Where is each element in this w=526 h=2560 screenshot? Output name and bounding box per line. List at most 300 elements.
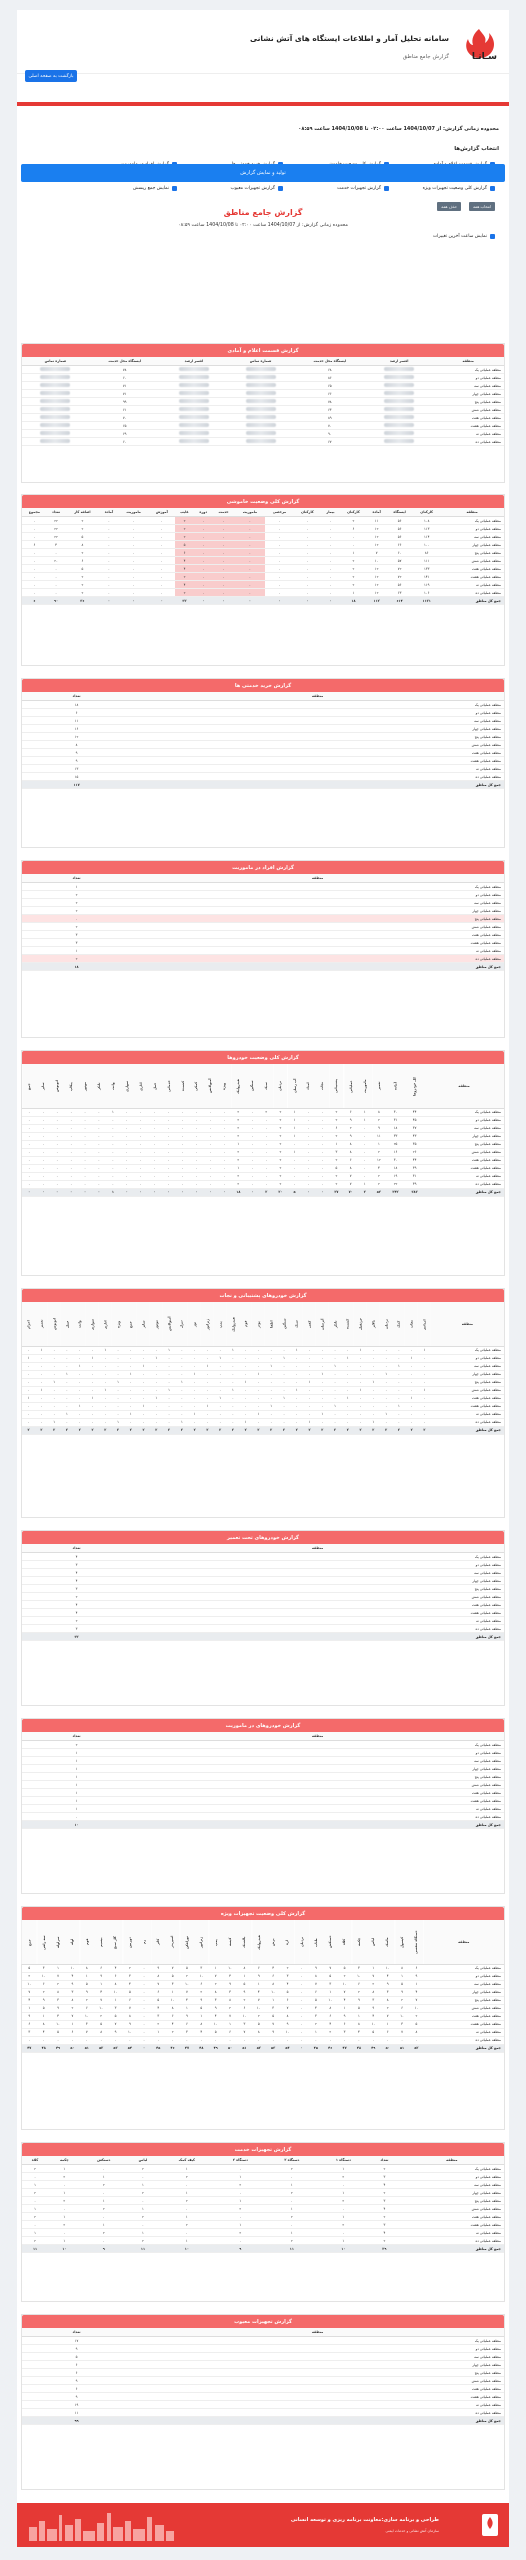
table-cell: ۷ (165, 1964, 179, 1972)
table-cell: ۵ (151, 1996, 165, 2004)
region-name-cell: جمع کل مناطق (131, 1821, 504, 1829)
table-cell: ۰ (149, 557, 175, 565)
table-cell: ۰ (176, 1116, 190, 1124)
table-cell: ۰ (214, 1418, 227, 1426)
app-header (17, 10, 509, 74)
table-cell: ۰ (162, 1180, 176, 1188)
table-cell: ۵ (37, 2004, 51, 2012)
table-cell: ۲ (151, 2020, 165, 2028)
table-cell: ۰ (245, 1188, 259, 1196)
table-cell: ۰ (203, 1156, 217, 1164)
col-header: امدادی (418, 1302, 431, 1346)
table-cell: ۱ (22, 2004, 37, 2012)
table-cell: ۰ (214, 1378, 227, 1386)
table-cell: ۲ (372, 1148, 386, 1156)
table-cell: ۰ (22, 1124, 36, 1132)
col-header: اداری (99, 1302, 112, 1346)
table-cell: ۰ (321, 581, 340, 589)
table-cell: ۰ (92, 1116, 106, 1124)
checkbox-row[interactable] (423, 186, 495, 191)
table-cell: ۷ (237, 2028, 251, 2036)
table-body (22, 1741, 504, 1829)
table-cell: ۵ (51, 2028, 65, 2036)
table-cell: ۰ (150, 1402, 163, 1410)
checkbox-row[interactable] (231, 186, 283, 191)
table-cell: ۴۳ (405, 1132, 424, 1140)
table-cell: ۲ (340, 565, 367, 573)
table-cell: ۴۷ (337, 2044, 351, 2052)
table-cell: ۲ (65, 573, 99, 581)
table-cell: ۰ (235, 557, 265, 565)
table-cell: ۰ (134, 1124, 148, 1132)
col-header: کمکی (189, 1064, 203, 1108)
table-cell: ۹ (223, 1980, 237, 1988)
table-cell: ۷ (209, 1972, 223, 1980)
table-cell: ۱ (318, 2165, 370, 2173)
table-cell: ۶۰ (386, 549, 413, 557)
table-cell: ۲ (309, 2020, 323, 2028)
table-cell (366, 382, 433, 390)
table-cell: ۰ (252, 1346, 265, 1354)
table-cell: ۰ (92, 1140, 106, 1148)
table-cell: ۲ (22, 2237, 48, 2245)
table-cell (227, 438, 294, 446)
table-cell (22, 374, 89, 382)
table-row (22, 1172, 504, 1180)
table-cell: ۳ (358, 1188, 372, 1196)
table-cell: ۴۴ (405, 1156, 424, 1164)
region-name-cell: منطقه عملیاتی ده (424, 2036, 504, 2044)
table-cell: ۰ (118, 573, 148, 581)
table-cell: ۲ (188, 1426, 201, 1434)
table-cell: ۰ (22, 2221, 48, 2229)
col-header: کمک (392, 1302, 405, 1346)
table-cell: ۰ (239, 1354, 252, 1362)
table-cell: ۶ (323, 2012, 337, 2020)
table-cell: ۱۰۸ (413, 517, 440, 525)
region-name-cell: منطقه عملیاتی هشت (131, 2393, 504, 2401)
region-name-cell: منطقه عملیاتی سه (131, 1569, 504, 1577)
table-cell: ۰ (212, 557, 234, 565)
table-cell (161, 406, 228, 414)
table-cell: ۰ (163, 1402, 176, 1410)
table-cell: ۱۹ (386, 1172, 405, 1180)
table-cell: ۰ (290, 1370, 303, 1378)
table-cell: ۹ (395, 1988, 409, 1996)
table-header-row (22, 692, 504, 701)
table-cell: ۲ (380, 2004, 394, 2012)
table-cell: ۱۸ (340, 597, 367, 605)
table-cell: ۲ (329, 1132, 343, 1140)
table-cell: ۱ (22, 1797, 131, 1805)
table-cell: ۰ (392, 1410, 405, 1418)
table-cell: ۶۱ (89, 406, 161, 414)
table-body (22, 1553, 504, 1641)
table-cell: ۰ (201, 1386, 214, 1394)
table-cell: ۴۶ (165, 2044, 179, 2052)
generate-report-button[interactable]: تولید و نمایش گزارش (21, 164, 505, 182)
table-cell: ۱ (252, 1410, 265, 1418)
table-cell: ۱ (380, 1370, 393, 1378)
table-cell (161, 398, 228, 406)
region-name-cell: منطقه عملیاتی پنج (131, 915, 504, 923)
table-cell: ۵ (22, 1964, 37, 1972)
table-cell: ۱ (237, 1972, 251, 1980)
table-row (22, 757, 504, 765)
table-row (22, 1124, 504, 1132)
table-cell: ۳ (209, 1996, 223, 2004)
table-cell: ۴ (47, 541, 66, 549)
table-cell: ۲ (340, 573, 367, 581)
table-cell: ۰ (303, 1402, 316, 1410)
table-cell: ۰ (189, 1148, 203, 1156)
table-cell: ۰ (149, 581, 175, 589)
table-cell: ۰ (278, 1378, 291, 1386)
table-cell: ۲ (22, 1741, 131, 1749)
table-cell: ۰ (294, 517, 321, 525)
table-cell: ۲ (48, 1426, 61, 1434)
back-to-home-button[interactable]: بازگشت به صفحه اصلی (25, 70, 77, 82)
region-name-cell: منطقه عملیاتی ده (432, 438, 504, 446)
table-cell: ۰ (112, 1370, 125, 1378)
table-cell: ۲ (65, 525, 99, 533)
table-row (22, 883, 504, 891)
table-cell: ۰ (329, 1386, 342, 1394)
table-cell: ۶ (329, 1124, 343, 1132)
table-cell: ۲ (273, 1172, 287, 1180)
region-name-cell: منطقه عملیاتی هشت (424, 1164, 504, 1172)
table-cell: ۰ (22, 1386, 35, 1394)
table-cell: ۰ (137, 1980, 151, 1988)
table-cell: ۸ (209, 1988, 223, 1996)
table-cell: ۸ (252, 2028, 266, 2036)
region-name-cell: منطقه عملیاتی یک (431, 1346, 504, 1354)
table-cell: ۰ (64, 1124, 78, 1132)
table-cell: ۶ (380, 2028, 394, 2036)
col-header: دستگاه تنفسی (409, 1920, 423, 1964)
table-cell: ۰ (175, 1370, 188, 1378)
table-cell: ۰ (295, 2036, 309, 2044)
table-cell: ۰ (245, 1164, 259, 1172)
table-cell: ۷ (280, 2004, 294, 2012)
table-cell: ۰ (380, 1362, 393, 1370)
table-cell: ۰ (22, 1132, 36, 1140)
table-cell: ۰ (106, 1132, 120, 1140)
col-header: ماسک (380, 1920, 394, 1964)
table-cell: ۰ (354, 1410, 367, 1418)
table-cell: ۰ (265, 1378, 278, 1386)
select-all-button[interactable]: انتخاب همه (469, 202, 495, 211)
redacted-phone (246, 415, 276, 419)
table-cell: ۰ (48, 2205, 81, 2213)
redacted-name (179, 415, 209, 419)
region-name-cell: منطقه عملیاتی نه (424, 2028, 504, 2036)
total-row (22, 2245, 504, 2253)
table-cell: ۰ (64, 1132, 78, 1140)
table-cell: ۱ (316, 1370, 329, 1378)
section-title: گزارش خرید خدمتی ها (22, 679, 504, 692)
table-cell: ۲۰ (273, 1188, 287, 1196)
col-header: پیکاپ (64, 1064, 78, 1108)
table-cell: ۰ (120, 1124, 134, 1132)
table-cell: ۰ (175, 1362, 188, 1370)
table-cell: ۰ (265, 1410, 278, 1418)
table-cell: ۰ (189, 1156, 203, 1164)
col-header: وانت (73, 1302, 86, 1346)
table-cell: ۱ (48, 1418, 61, 1426)
table-header-row (22, 2156, 504, 2165)
table-cell (161, 414, 228, 422)
table-cell: ۱۱۷ (22, 781, 131, 789)
table-cell: ۰ (148, 1124, 162, 1132)
table-cell: ۹ (37, 1996, 51, 2004)
table-cell: ۴ (323, 2020, 337, 2028)
table-cell: ۰ (252, 1418, 265, 1426)
table-cell: ۰ (354, 1394, 367, 1402)
table-cell: ۱۱۲ (367, 597, 386, 605)
table-cell: ۰ (252, 1386, 265, 1394)
table-cell: ۰ (315, 1108, 329, 1116)
region-name-cell: منطقه عملیاتی شش (440, 557, 504, 565)
table-row (22, 1354, 504, 1362)
table-cell: ۰ (78, 1180, 92, 1188)
table-cell: ۰ (22, 549, 47, 557)
table-cell: ۰ (118, 557, 148, 565)
table-row (22, 1749, 504, 1757)
table-cell: ۶ (352, 1980, 366, 1988)
section-mission-vehicles (21, 1718, 505, 1894)
table-cell: ۲ (215, 2181, 267, 2189)
table-cell: ۵۴ (123, 2044, 137, 2052)
checkbox-row[interactable] (337, 186, 389, 191)
table-cell: ۱۱ (22, 2245, 48, 2253)
region-name-cell: منطقه عملیاتی نه (131, 2401, 504, 2409)
region-name-cell: جمع کل مناطق (431, 1426, 504, 1434)
clear-all-button[interactable]: حذف همه (437, 202, 461, 211)
table-cell: ۱۲ (367, 533, 386, 541)
table-cell: ۰ (189, 1116, 203, 1124)
table-row (22, 773, 504, 781)
table-cell: ۹ (337, 2012, 351, 2020)
report-header (17, 202, 509, 246)
table-cell: ۰ (316, 1394, 329, 1402)
table-cell: ۰ (99, 1362, 112, 1370)
checkbox-icon[interactable] (384, 186, 389, 191)
table-cell: ۰ (37, 2036, 51, 2044)
col-header: طناب (309, 1920, 323, 1964)
table-cell (227, 390, 294, 398)
table-cell: ۰ (201, 1410, 214, 1418)
table-cell: ۰ (118, 565, 148, 573)
redacted-name (384, 415, 414, 419)
table-cell: ۰ (265, 549, 294, 557)
table-cell: ۳ (22, 1561, 131, 1569)
table-cell: ۱ (352, 2012, 366, 2020)
checkbox-icon[interactable] (172, 186, 177, 191)
table-cell: ۰ (315, 1188, 329, 1196)
table-cell: ۴ (37, 2028, 51, 2036)
table-cell: ۰ (22, 2173, 48, 2181)
col-header: تعداد (22, 692, 131, 701)
table-cell: ۲ (392, 1426, 405, 1434)
table-cell: ۰ (235, 549, 265, 557)
table-cell: ۲ (252, 2012, 266, 2020)
table-cell: ۱ (288, 1132, 302, 1140)
table-row (22, 2213, 504, 2221)
table-cell: ۰ (134, 1148, 148, 1156)
table-cell: ۲ (231, 1148, 245, 1156)
section-special-equipment (21, 1906, 505, 2130)
table-cell: ۱ (35, 1386, 48, 1394)
table-cell: ۰ (189, 1124, 203, 1132)
table-cell: ۶ (94, 1964, 108, 1972)
table-cell: ۲ (22, 1426, 35, 1434)
table-cell: ۰ (265, 1394, 278, 1402)
table-cell: ۱ (150, 1354, 163, 1362)
table-cell: ۸ (323, 2004, 337, 2012)
table-cell: ۲ (418, 1426, 431, 1434)
table-cell: ۰ (148, 1148, 162, 1156)
table-cell: ۰ (316, 1354, 329, 1362)
table-cell: ۰ (380, 1418, 393, 1426)
section-repair-vehicles (21, 1530, 505, 1706)
table-cell: ۰ (92, 1188, 106, 1196)
col-header: ژنراتور (194, 1920, 208, 1964)
table-cell: ۰ (112, 1402, 125, 1410)
table-cell: ۰ (22, 581, 47, 589)
region-name-cell: منطقه عملیاتی هفت (131, 2385, 504, 2393)
col-header: نجات (405, 1302, 418, 1346)
table-cell: ۰ (22, 1116, 36, 1124)
table-cell: ۲ (265, 1426, 278, 1434)
section-title: گزارش افراد در ماموریت (22, 861, 504, 874)
table-cell: ۰ (212, 597, 234, 605)
table-cell: ۰ (50, 1156, 64, 1164)
table-cell: ۰ (278, 1362, 291, 1370)
table-cell: ۰ (290, 1354, 303, 1362)
table-cell: ۰ (280, 2036, 294, 2044)
table-cell: ۱۰ (51, 2020, 65, 2028)
redacted-name (179, 399, 209, 403)
table-cell: ۶ (266, 1972, 280, 1980)
table-cell: ۰ (217, 1108, 231, 1116)
table-cell: ۱ (22, 1773, 131, 1781)
table-cell: ۴ (175, 581, 194, 589)
table-cell: ۰ (165, 2036, 179, 2044)
table-cell: ۰ (321, 565, 340, 573)
table-row (22, 923, 504, 931)
table-cell: ۰ (22, 1188, 36, 1196)
table-cell: ۰ (176, 1172, 190, 1180)
table-cell: ۷ (65, 2012, 79, 2020)
table-cell: ۹ (309, 1964, 323, 1972)
table-cell (22, 366, 89, 374)
table-cell: ۰ (120, 1140, 134, 1148)
table-cell: ۸۶ (413, 549, 440, 557)
region-name-cell: منطقه عملیاتی دو (131, 1561, 504, 1569)
table-cell: ۱۰ (223, 1964, 237, 1972)
table-cell: ۲ (175, 525, 194, 533)
redacted-name (384, 423, 414, 427)
table-cell: ۰ (188, 1402, 201, 1410)
table-cell: ۹ (409, 1972, 423, 1980)
table-cell: ۰ (227, 1410, 240, 1418)
col-header: دستگاه ۲ (266, 2156, 318, 2165)
table-cell: ۴ (151, 2004, 165, 2012)
table-cell: ۰ (81, 2165, 127, 2173)
table-cell: ۵ (65, 565, 99, 573)
table-row (22, 1741, 504, 1749)
region-name-cell: منطقه عملیاتی یک (131, 1741, 504, 1749)
col-header: کیف کمک (159, 2156, 215, 2165)
table-cell: ۰ (78, 1116, 92, 1124)
table-cell: ۱ (22, 1394, 35, 1402)
col-header: خدماتی (162, 1064, 176, 1108)
table-cell: ۰ (149, 517, 175, 525)
table-cell: ۷۱ (89, 382, 161, 390)
table-cell: ۰ (118, 589, 148, 597)
checkbox-row[interactable] (133, 186, 177, 191)
table-cell: ۳ (352, 1964, 366, 1972)
table-cell: ۱ (127, 2181, 159, 2189)
table-cell: ۰ (321, 557, 340, 565)
table-cell: ۰ (227, 1378, 240, 1386)
table-cell: ۰ (175, 1402, 188, 1410)
col-header: سنگین (245, 1064, 259, 1108)
table-cell: ۰ (137, 2020, 151, 2028)
table-cell: ۶ (344, 1108, 358, 1116)
total-row (22, 597, 504, 605)
table-cell: ۰ (301, 1172, 315, 1180)
table-cell: ۹ (372, 1124, 386, 1132)
table-row (22, 2173, 504, 2181)
table-cell: ۰ (162, 1132, 176, 1140)
table-row (22, 1805, 504, 1813)
table-cell: ۱ (265, 1362, 278, 1370)
region-name-cell: منطقه عملیاتی شش (432, 406, 504, 414)
table-cell: ۰ (47, 573, 66, 581)
table-cell: ۱ (22, 1749, 131, 1757)
table-cell: ۰ (92, 1132, 106, 1140)
table-cell: ۰ (214, 1386, 227, 1394)
table-cell: ۰ (81, 2213, 127, 2221)
table-cell: ۹ (51, 2004, 65, 2012)
table-cell: ۰ (124, 1354, 137, 1362)
table-cell: ۰ (212, 525, 234, 533)
table-cell: ۴ (380, 1972, 394, 1980)
table-cell: ۰ (50, 1180, 64, 1188)
table-cell: ۰ (217, 1188, 231, 1196)
table-cell: ۰ (99, 541, 118, 549)
col-header: عملیاتی (344, 1064, 358, 1108)
redacted-name (179, 383, 209, 387)
table-cell: ۰ (380, 1346, 393, 1354)
table-cell: ۰ (358, 1140, 372, 1148)
table-cell: ۰ (73, 1354, 86, 1362)
table-cell: ۱ (108, 1996, 122, 2004)
table-cell: ۱ (22, 2229, 48, 2237)
table-cell: ۵۲ (409, 2044, 423, 2052)
region-name-cell: منطقه عملیاتی هشت (432, 422, 504, 430)
table-cell (227, 398, 294, 406)
checkbox-icon[interactable] (490, 186, 495, 191)
checkbox-icon[interactable] (278, 186, 283, 191)
table-cell: ۰ (294, 549, 321, 557)
table-cell: ۰ (106, 1164, 120, 1172)
table-cell: ۰ (321, 517, 340, 525)
table-cell: ۰ (73, 1378, 86, 1386)
table-cell: ۰ (50, 1132, 64, 1140)
